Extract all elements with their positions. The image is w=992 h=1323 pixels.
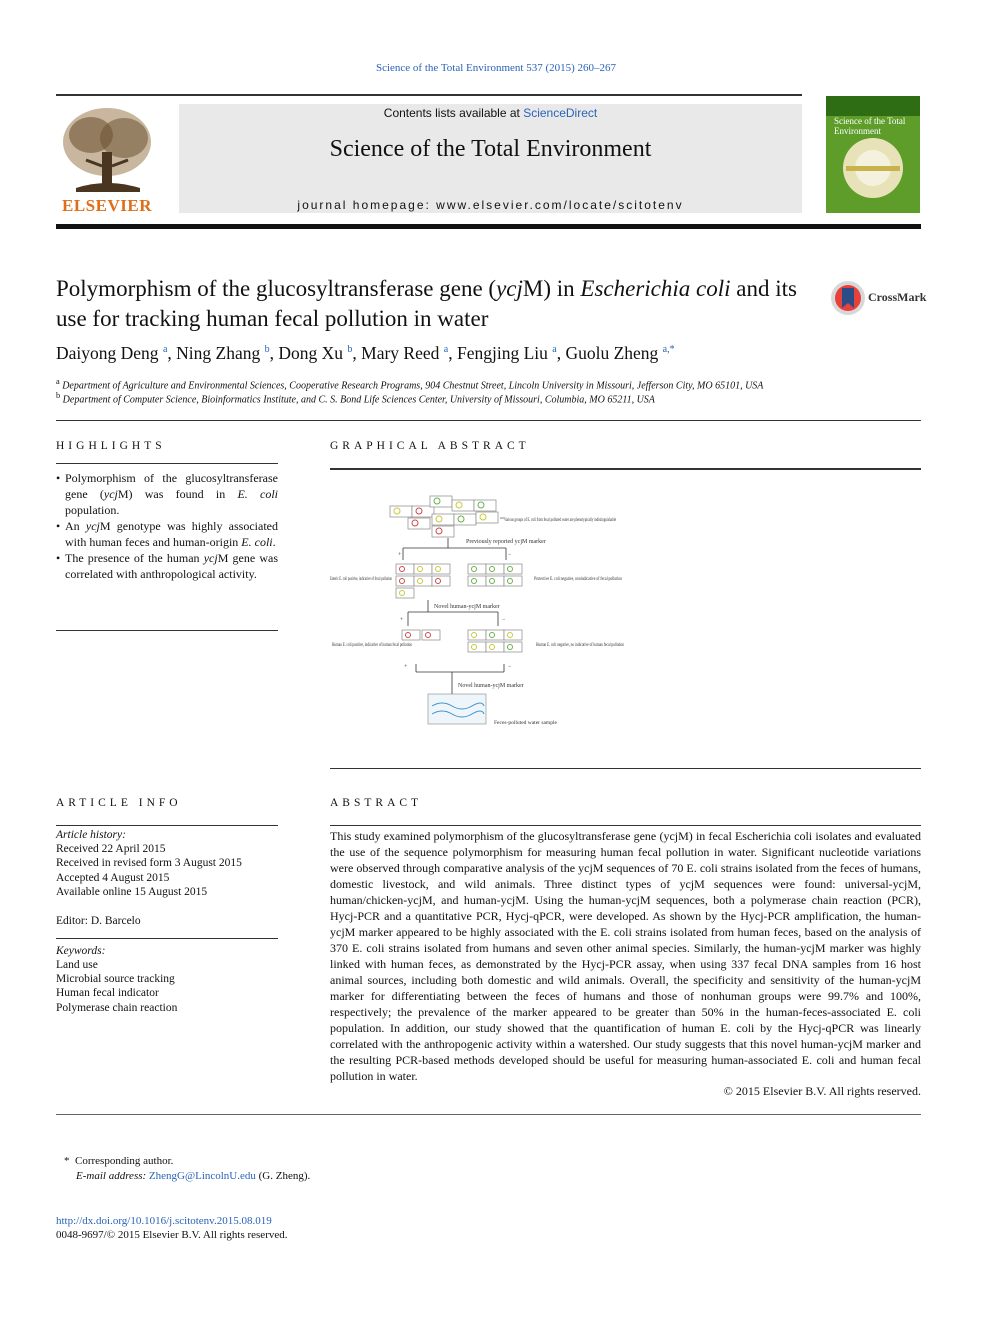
graphical-abstract-heading: GRAPHICAL ABSTRACT — [330, 440, 530, 452]
article-info-rule — [56, 825, 278, 826]
abstract-text: This study examined polymorphism of the glucosyltransferase gene (ycjM) in fecal Escherichia coli isolates and evaluated the use of the sequence polymorphism for measuring human fecal pollution in water. Significant nucleotide variations were observed through comparative analysis of the ycjM sequences of 70 E. coli strains isolated from the feces of humans, domestic livestock, and wild animals. Three distinct types of ycjM sequences were found: universal-ycjM, human/chicken-ycjM, and human-ycjM. Using the human-ycjM sequences, both a polymerase chain reaction (PCR), Hycj-PCR and a quantitative PCR, Hycj-qPCR, were developed. As shown by the Hycj-PCR amplification, the human-ycjM marker appeared to be highly associated with the E. coli strains isolated from human feces, based on the analysis of 370 E. coli strains isolated from humans and seven other animal species. Similarly, the human-ycjM marker was highly linked with human feces, as demonstrated by the Hycj-PCR assay, when using 337 fecal DNA samples from 16 host animal sources, including both domestic and wild animals. Overall, the specificity and sensitivity of the human-ycjM marker for differentiating between the feces of humans and those of nonhuman groups were 99.7% and 100%, respectively; the prevalence of the marker appeared to be greater than 50% in the human-feces-associated E. coli population. In addition, our study showed that the quantification of human E. coli by the Hycj-qPCR was linearly correlated with the anthropogenic activity within a watershed. Our study suggests that this novel human-ycjM marker and the resulting PCR-based methods developed should be useful for measuring human-associated E. coli and human fecal pollution in water. — [330, 829, 921, 1083]
email-line — [64, 1169, 310, 1184]
history-label: Article history: — [56, 829, 126, 841]
homepage-line — [179, 198, 802, 212]
water-sample-icon — [428, 694, 486, 724]
email-link[interactable]: ZhengG@LincolnU.edu — [148, 1170, 256, 1182]
homepage-prefix: journal homepage: — [297, 198, 437, 212]
elsevier-logo[interactable] — [56, 100, 158, 215]
ga-label-water-sample: Feces-polluted water sample — [494, 720, 557, 726]
history-online: Available online 15 August 2015 — [56, 886, 208, 898]
ga-label-human-pos: Human E. coli positive, indicative of human fecal pollution — [332, 642, 463, 648]
affiliation-text: Department of Computer Science, Bioinformatics Institute, and C. S. Bond Life Sciences Center, University of Missouri, Columbia, MO 65211, USA — [62, 394, 655, 406]
cover-title: Science of the Total Environment — [834, 116, 906, 136]
affiliation-text: Department of Agriculture and Environmental Sciences, Cooperative Research Programs, 904 Chestnut Street, Lincoln University in Missouri, Jefferson City, MO 65101, USA — [62, 380, 764, 392]
title-part: and its use for tracking human fecal pollution in water — [56, 276, 797, 331]
journal-reference[interactable]: Science of the Total Environment 537 (2015) 260–267 — [375, 62, 617, 74]
contents-prefix: Contents lists available at — [383, 106, 524, 120]
corresponding-line — [64, 1154, 310, 1169]
journal-header — [179, 104, 802, 213]
title-part: M) in — [522, 276, 581, 301]
contents-line — [179, 106, 802, 120]
graphical-abstract-figure[interactable] — [328, 488, 698, 733]
title-organism: Escherichia coli — [580, 276, 731, 301]
graphical-abstract-bottom-rule — [330, 768, 921, 769]
header-top-rule — [56, 94, 802, 96]
highlight-item: • The presence of the human ycjM gene was correlated with anthropological activity. — [56, 550, 278, 582]
author-affiliation-mark[interactable]: a — [552, 344, 557, 356]
email-suffix: (G. Zheng). — [258, 1170, 311, 1182]
keywords-rule — [56, 938, 278, 939]
ga-label-novel-marker: Novel human-ycjM marker — [434, 604, 500, 610]
elsevier-wordmark: ELSEVIER — [62, 196, 152, 215]
highlight-item: • Polymorphism of the glucosyltransferase gene (ycjM) was found in E. coli population. — [56, 470, 278, 518]
ga-plus-2: + — [400, 617, 404, 623]
title-part: Polymorphism of the glucosyltransferase gene ( — [56, 276, 497, 301]
ga-label-novel-marker2: Novel human-ycjM marker — [458, 683, 524, 689]
ga-minus-2: − — [502, 617, 506, 623]
author[interactable]: Dong Xu — [278, 343, 344, 363]
author[interactable]: Fengjing Liu — [456, 343, 548, 363]
affiliation-mark: a — [56, 377, 60, 386]
crossmark-icon — [830, 280, 866, 316]
ga-label-prev-marker: Previously reported ycjM marker — [466, 539, 546, 545]
author-affiliation-mark[interactable]: b — [264, 344, 270, 356]
abstract-rule — [330, 825, 921, 826]
ga-label-variant-groups: Various groups of E. coli from fecal polluted water are phenotypically indistinguishable — [504, 517, 698, 523]
highlights-list — [56, 470, 278, 582]
history-revised: Received in revised form 3 August 2015 — [56, 857, 242, 869]
author[interactable]: Ning Zhang — [176, 343, 261, 363]
footnote-star: * — [64, 1155, 70, 1167]
affiliation-a — [56, 377, 916, 391]
cell-cluster-low-left — [402, 630, 440, 640]
ga-minus-3: − — [508, 664, 512, 670]
email-label: E-mail address: — [76, 1170, 147, 1182]
graphical-abstract-rule — [330, 468, 921, 470]
author[interactable]: Daiyong Deng — [56, 343, 159, 363]
abstract-heading: ABSTRACT — [330, 797, 423, 809]
highlights-bottom-rule — [56, 630, 278, 631]
editor: Editor: D. Barcelo — [56, 915, 141, 927]
cover-image — [826, 96, 920, 213]
corresponding-label: Corresponding author. — [75, 1155, 174, 1167]
sciencedirect-link[interactable]: ScienceDirect — [523, 106, 598, 120]
journal-title[interactable]: Science of the Total Environment — [329, 136, 652, 162]
author-list: Daiyong Deng $^a$, Ning Zhang $^b$, Dong Xu $^b$, Mary Reed $^a$, Fengjing Liu $^a$, Guolu Zheng $^{a,*}$ — [56, 343, 675, 363]
highlights-rule — [56, 463, 278, 464]
corresponding-footnote — [64, 1154, 310, 1184]
issn-line: 0048-9697/© 2015 Elsevier B.V. All rights reserved. — [56, 1229, 288, 1241]
author-affiliation-mark[interactable]: b — [347, 344, 353, 356]
history-received: Received 22 April 2015 — [56, 843, 166, 855]
section-divider — [56, 420, 921, 421]
affiliation-b — [56, 391, 916, 405]
author-affiliation-mark[interactable]: a — [162, 344, 168, 356]
keywords-label: Keywords: — [56, 945, 106, 957]
ga-plus-1: + — [398, 552, 402, 558]
keyword[interactable]: Microbial source tracking — [56, 973, 175, 985]
journal-cover[interactable] — [826, 96, 920, 213]
ga-minus-1: − — [508, 552, 512, 558]
author-affiliation-mark[interactable]: a — [443, 344, 449, 356]
author-affiliation-mark[interactable]: a,* — [662, 344, 675, 356]
keyword[interactable]: Polymerase chain reaction — [56, 1002, 178, 1014]
ga-label-human-neg: Human E. coli negative, no indicative of human fecal pollution — [536, 642, 675, 648]
ga-label-prev-neg: Protective E. coli negative, nonindicative of fecal pollution — [534, 576, 664, 582]
article-title — [56, 274, 816, 334]
crossmark-badge[interactable] — [830, 280, 925, 316]
article-info-heading: ARTICLE INFO — [56, 797, 182, 809]
affiliation-mark: b — [56, 391, 61, 400]
ga-plus-3: + — [404, 664, 408, 670]
author[interactable]: Mary Reed — [361, 343, 440, 363]
author[interactable]: Guolu Zheng — [565, 343, 659, 363]
doi-link[interactable]: http://dx.doi.org/10.1016/j.scitotenv.2015.08.019 — [56, 1215, 272, 1227]
homepage-url[interactable]: www.elsevier.com/locate/scitotenv — [436, 198, 684, 212]
crossmark-label: CrossMark — [868, 290, 927, 304]
keyword[interactable]: Human fecal indicator — [56, 987, 159, 999]
ga-label-enteric-pos: Enteric E. coli positive, indicative of fecal pollution — [330, 576, 445, 582]
header-thick-rule — [56, 224, 921, 229]
title-gene: ycj — [496, 276, 523, 301]
highlight-item: • An ycjM genotype was highly associated with human feces and human-origin E. coli. — [56, 518, 278, 550]
abstract-copyright: © 2015 Elsevier B.V. All rights reserved. — [723, 1084, 921, 1098]
keyword[interactable]: Land use — [56, 959, 98, 971]
highlights-heading: HIGHLIGHTS — [56, 440, 166, 452]
history-accepted: Accepted 4 August 2015 — [56, 872, 170, 884]
footer-rule — [56, 1114, 921, 1115]
